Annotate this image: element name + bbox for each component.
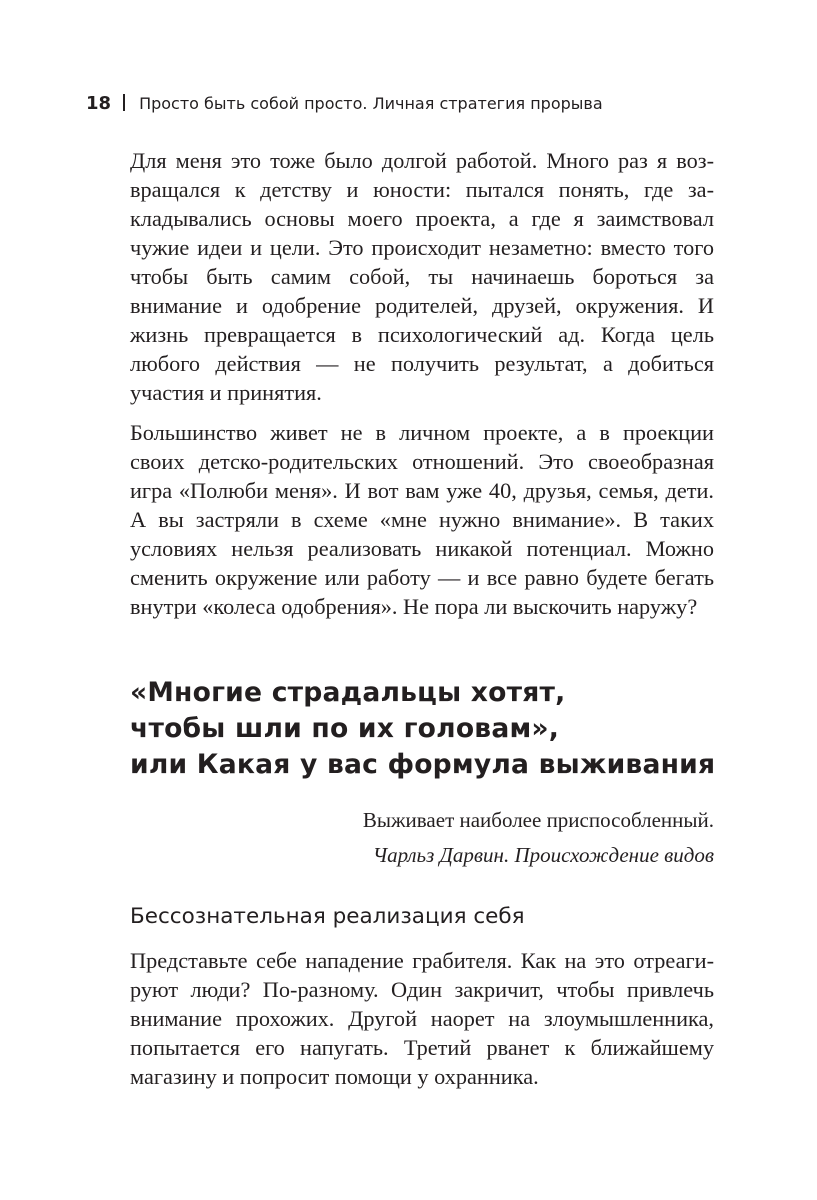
chapter-title-line-2: чтобы шли по их головам», [130,713,560,744]
body-paragraph-3: Представьте себе нападение грабителя. Как на это отреагируют люди? По-разному. Один закричит, чтобы привлечь внимание прохожих. Другой наорет на злоумышленника, попытается его напугать. Третий рванет к ближайшему магазину и попросит помощи у охранника. [130,948,714,1089]
header-separator [123,94,125,111]
body-paragraph-1: Для меня это тоже было долгой работой. Много раз я возвращался к детству и юности: пытался понять, где закладывались основы моего проекта, а где я заимствовал чужие идеи и цели. Это происходит незаметно: вместо того чтобы быть самим собой, ты начинаешь бороться за внимание и одобрение родителей, друзей, окружения. И жизнь превращается в психологический ад. Когда цель любого действия — не получить результат, а добиться участия и принятия. [130,148,714,405]
epigraph-quote: Выживает наиболее приспособленный. [362,808,714,832]
chapter-title-line-3: или Какая у вас формула выживания [130,749,716,780]
body-paragraph-2: Большинство живет не в личном проекте, а в проекции своих детско-родительских отношений. Это своеобразная игра «Полюби меня». И вот вам уже 40, друзья, семья, дети. А вы застряли в схеме «мне нужно внимание». В таких условиях нельзя реализовать никакой потенциал. Можно сменить окружение или работу — и все равно будете бегать внутри «колеса одобрения». Не пора ли выскочить наружу? [130,420,714,619]
chapter-title-line-1: «Многие страдальцы хотят, [130,677,566,708]
section-heading: Бессознательная реализация себя [130,904,525,929]
running-header [86,93,726,115]
page-number: 18 [86,93,112,114]
chapter-title [130,675,730,783]
epigraph-source: Чарльз Дарвин. Происхождение видов [372,843,714,867]
book-title: Просто быть собой просто. Личная стратегия прорыва [139,94,603,113]
